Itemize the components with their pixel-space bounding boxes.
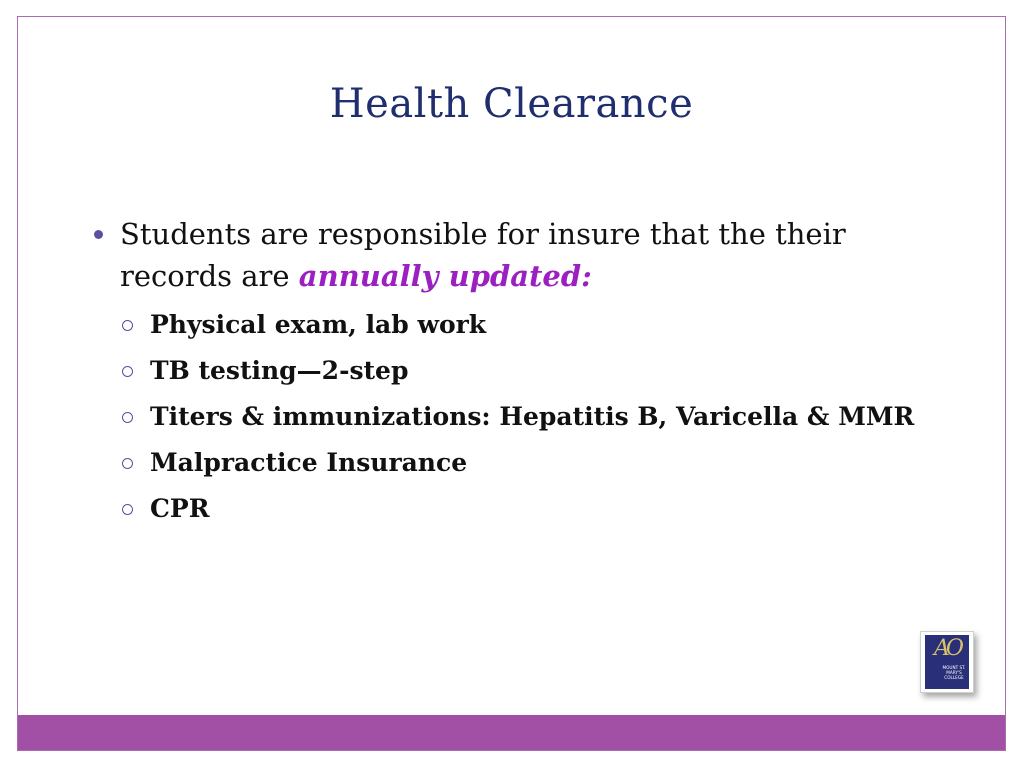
hollow-circle-bullet-icon <box>122 458 133 469</box>
hollow-circle-bullet-icon <box>122 504 133 515</box>
main-bullet <box>94 213 880 297</box>
logo-monogram: AO <box>934 636 960 661</box>
main-bullet-highlight: annually updated: <box>298 259 592 293</box>
sub-bullet-list <box>94 307 954 527</box>
sub-bullet-text: CPR <box>150 494 210 523</box>
sub-bullet-text: Physical exam, lab work <box>150 310 487 339</box>
sub-bullet-item <box>94 399 940 435</box>
sub-bullet-text: Titers & immunizations: Hepatitis B, Varicella & MMR <box>150 402 915 431</box>
sub-bullet-text: Malpractice Insurance <box>150 448 468 477</box>
slide <box>17 16 1006 751</box>
logo-emblem <box>925 635 969 689</box>
sub-bullet-item <box>94 445 940 481</box>
sub-bullet-item <box>94 491 940 527</box>
logo-text: MOUNT ST. MARY'S COLLEGE <box>942 665 966 680</box>
college-logo <box>920 631 974 693</box>
slide-body <box>94 213 954 537</box>
bullet-dot-icon <box>94 230 103 239</box>
main-bullet-text: Students are responsible for insure that the their records are <box>120 217 846 293</box>
slide-title: Health Clearance <box>329 81 694 127</box>
hollow-circle-bullet-icon <box>122 412 133 423</box>
footer-bar <box>18 715 1005 750</box>
sub-bullet-text: TB testing—2-step <box>150 356 409 385</box>
hollow-circle-bullet-icon <box>122 320 133 331</box>
sub-bullet-item <box>94 353 940 389</box>
sub-bullet-item <box>94 307 940 343</box>
hollow-circle-bullet-icon <box>122 366 133 377</box>
